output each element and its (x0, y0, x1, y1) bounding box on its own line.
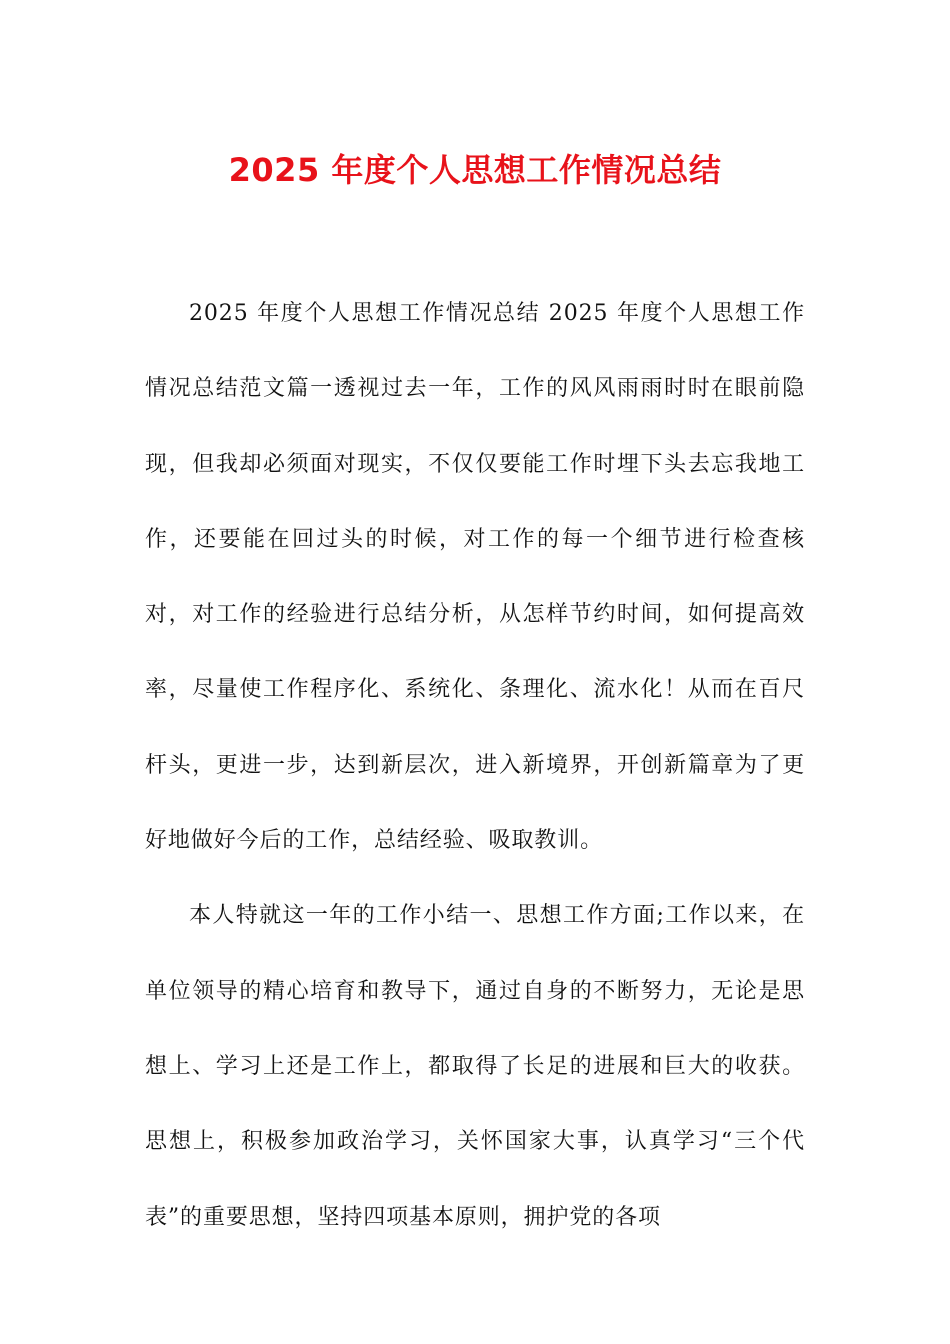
paragraph-2: 本人特就这一年的工作小结一、思想工作方面;工作以来，在单位领导的精心培育和教导下，通过自身的不断努力，无论是思想上、学习上还是工作上，都取得了长足的进展和巨大的收获。思想上，积极参加政治学习，关怀国家大事，认真学习“三个代表”的重要思想，坚持四项基本原则，拥护党的各项 (145, 903, 805, 1230)
document-title: 2025 年度个人思想工作情况总结 (228, 151, 722, 189)
paragraph-1: 2025 年度个人思想工作情况总结 2025 年度个人思想工作情况总结范文篇一透视过去一年，工作的风风雨雨时时在眼前隐现，但我却必须面对现实，不仅仅要能工作时埋下头去忘我地工作，还要能在回过头的时候，对工作的每一个细节进行检查核对，对工作的经验进行总结分析，从怎样节约时间，如何提高效率，尽量使工作程序化、系统化、条理化、流水化！从而在百尺杆头，更进一步，达到新层次，进入新境界，开创新篇章为了更好地做好今后的工作，总结经验、吸取教训。 (145, 301, 805, 854)
document-body (145, 276, 805, 1255)
